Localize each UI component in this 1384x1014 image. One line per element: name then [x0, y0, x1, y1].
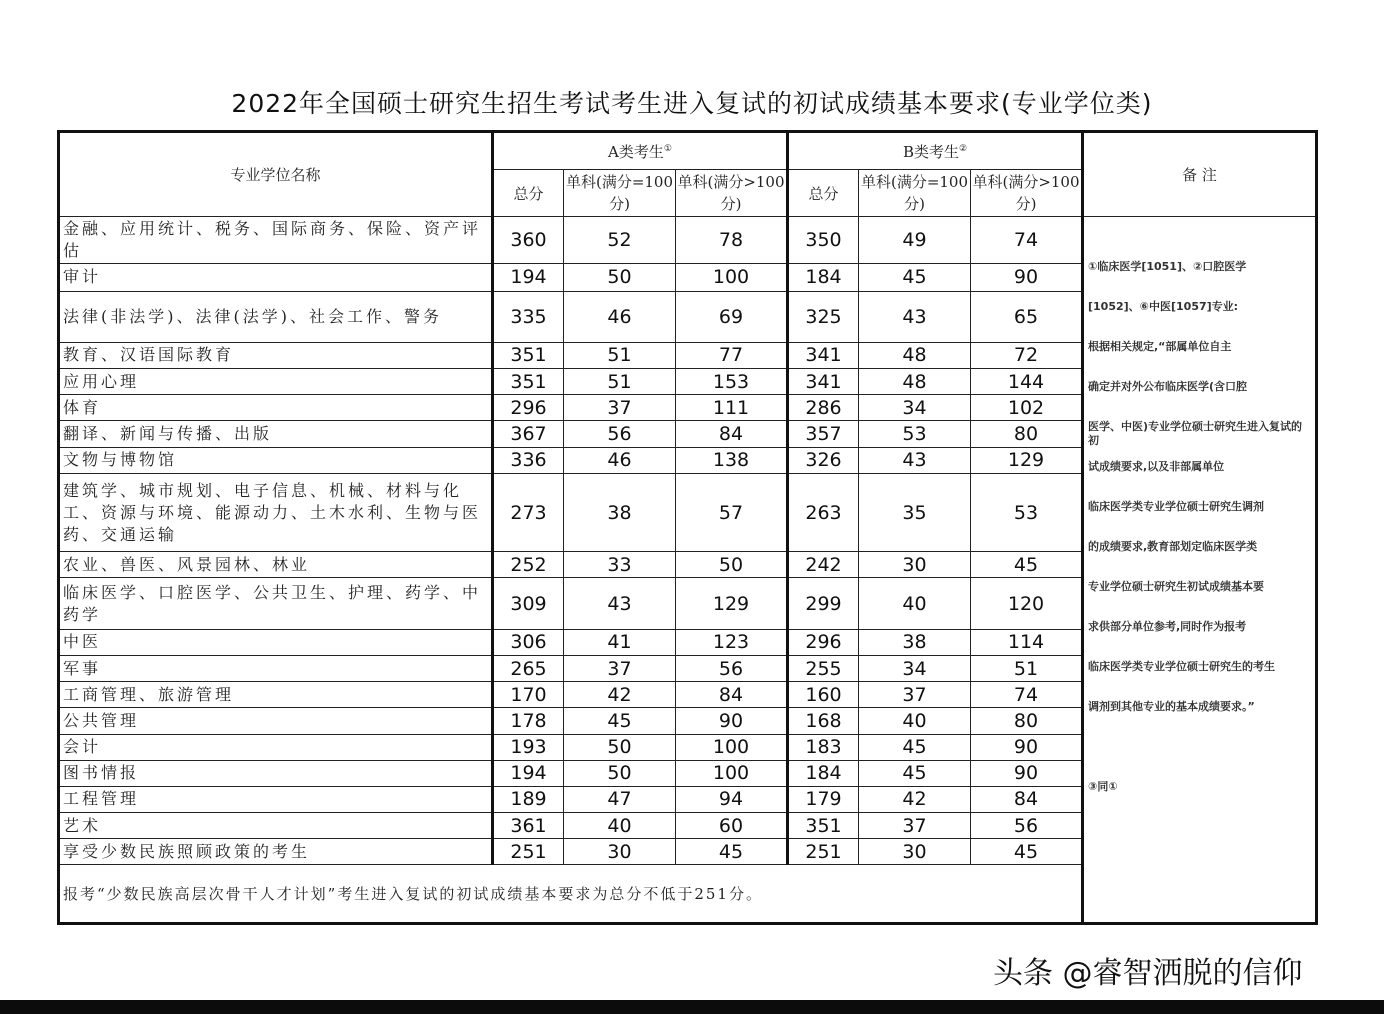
major-name: 教育、汉语国际教育 [59, 342, 493, 368]
b-total: 160 [788, 682, 859, 708]
major-name: 公共管理 [59, 708, 493, 734]
major-name: 审计 [59, 264, 493, 291]
remark-line: 临床医学类专业学位硕士研究生调剂 [1088, 500, 1264, 513]
a-singleover100: 138 [676, 447, 788, 473]
header-b-single100: 单科(满分=100分) [859, 170, 971, 217]
b-single100: 49 [859, 217, 971, 264]
a-single100: 40 [564, 813, 676, 839]
b-total: 351 [788, 813, 859, 839]
b-single100: 37 [859, 682, 971, 708]
b-total: 184 [788, 760, 859, 786]
major-name: 文物与博物馆 [59, 447, 493, 473]
a-single100: 52 [564, 217, 676, 264]
a-single100: 37 [564, 395, 676, 421]
a-singleover100: 94 [676, 786, 788, 812]
a-total: 335 [493, 291, 564, 342]
b-single100: 45 [859, 760, 971, 786]
b-single100: 43 [859, 291, 971, 342]
b-total: 179 [788, 786, 859, 812]
b-total: 296 [788, 629, 859, 655]
b-single100: 42 [859, 786, 971, 812]
remark-line: 的成绩要求,教育部划定临床医学类 [1088, 540, 1258, 553]
b-single100: 37 [859, 813, 971, 839]
remark-line: 试成绩要求,以及非部属单位 [1088, 460, 1225, 473]
header-group-a: A类考生① [493, 132, 788, 170]
a-singleover100: 111 [676, 395, 788, 421]
b-single100: 45 [859, 264, 971, 291]
b-singleover100: 80 [971, 708, 1083, 734]
a-single100: 30 [564, 839, 676, 865]
major-name: 工程管理 [59, 786, 493, 812]
table-row [59, 217, 1317, 264]
b-single100: 30 [859, 839, 971, 865]
a-singleover100: 123 [676, 629, 788, 655]
b-singleover100: 80 [971, 421, 1083, 447]
a-singleover100: 153 [676, 369, 788, 395]
a-singleover100: 60 [676, 813, 788, 839]
major-name: 工商管理、旅游管理 [59, 682, 493, 708]
b-single100: 40 [859, 578, 971, 629]
a-singleover100: 45 [676, 839, 788, 865]
a-single100: 56 [564, 421, 676, 447]
header-a-single100: 单科(满分=100分) [564, 170, 676, 217]
a-single100: 46 [564, 447, 676, 473]
a-total: 265 [493, 655, 564, 681]
major-name: 体育 [59, 395, 493, 421]
b-singleover100: 90 [971, 760, 1083, 786]
a-total: 367 [493, 421, 564, 447]
b-single100: 48 [859, 369, 971, 395]
header-major: 专业学位名称 [59, 132, 493, 217]
b-singleover100: 114 [971, 629, 1083, 655]
a-singleover100: 56 [676, 655, 788, 681]
a-total: 251 [493, 839, 564, 865]
score-table [57, 130, 1318, 925]
b-single100: 30 [859, 552, 971, 578]
major-name: 应用心理 [59, 369, 493, 395]
a-total: 273 [493, 473, 564, 552]
a-single100: 50 [564, 734, 676, 760]
b-singleover100: 56 [971, 813, 1083, 839]
b-singleover100: 74 [971, 217, 1083, 264]
b-singleover100: 74 [971, 682, 1083, 708]
a-total: 351 [493, 342, 564, 368]
a-singleover100: 77 [676, 342, 788, 368]
b-singleover100: 45 [971, 552, 1083, 578]
b-single100: 38 [859, 629, 971, 655]
b-total: 263 [788, 473, 859, 552]
b-total: 242 [788, 552, 859, 578]
a-total: 296 [493, 395, 564, 421]
bottom-bar [0, 1000, 1384, 1014]
b-total: 325 [788, 291, 859, 342]
a-single100: 46 [564, 291, 676, 342]
major-name: 翻译、新闻与传播、出版 [59, 421, 493, 447]
b-singleover100: 84 [971, 786, 1083, 812]
major-name: 中医 [59, 629, 493, 655]
a-total: 194 [493, 264, 564, 291]
remark-line: 临床医学类专业学位硕士研究生的考生 [1088, 660, 1275, 673]
a-total: 309 [493, 578, 564, 629]
b-single100: 48 [859, 342, 971, 368]
header-group-b-label: B类考生 [902, 142, 959, 161]
b-singleover100: 120 [971, 578, 1083, 629]
a-single100: 42 [564, 682, 676, 708]
b-singleover100: 144 [971, 369, 1083, 395]
b-singleover100: 53 [971, 473, 1083, 552]
remark-line: 确定并对外公布临床医学(含口腔 [1088, 380, 1248, 393]
b-single100: 53 [859, 421, 971, 447]
header-group-b: B类考生② [788, 132, 1083, 170]
header-remarks: 备 注 [1083, 132, 1317, 217]
a-total: 336 [493, 447, 564, 473]
b-singleover100: 51 [971, 655, 1083, 681]
a-total: 170 [493, 682, 564, 708]
a-single100: 50 [564, 760, 676, 786]
remark-line: 医学、中医)专业学位硕士研究生进入复试的初 [1088, 420, 1303, 447]
header-group-a-label: A类考生 [608, 142, 664, 161]
watermark: 头条 @睿智洒脱的信仰 [993, 956, 1303, 991]
major-name: 法律(非法学)、法律(法学)、社会工作、警务 [59, 291, 493, 342]
a-total: 193 [493, 734, 564, 760]
b-total: 251 [788, 839, 859, 865]
header-a-total: 总分 [493, 170, 564, 217]
remark-line: [1052]、⑥中医[1057]专业: [1088, 300, 1239, 313]
a-total: 306 [493, 629, 564, 655]
b-total: 299 [788, 578, 859, 629]
b-singleover100: 102 [971, 395, 1083, 421]
remark-line: ③同① [1088, 780, 1118, 793]
a-singleover100: 57 [676, 473, 788, 552]
b-total: 326 [788, 447, 859, 473]
a-singleover100: 129 [676, 578, 788, 629]
remark-line: 求供部分单位参考,同时作为报考 [1088, 620, 1247, 633]
b-singleover100: 90 [971, 264, 1083, 291]
a-singleover100: 50 [676, 552, 788, 578]
remark-line: 专业学位硕士研究生初试成绩基本要 [1088, 580, 1264, 593]
a-singleover100: 78 [676, 217, 788, 264]
b-total: 255 [788, 655, 859, 681]
b-singleover100: 129 [971, 447, 1083, 473]
a-singleover100: 100 [676, 760, 788, 786]
b-total: 286 [788, 395, 859, 421]
a-single100: 38 [564, 473, 676, 552]
a-total: 351 [493, 369, 564, 395]
b-single100: 34 [859, 395, 971, 421]
a-singleover100: 100 [676, 734, 788, 760]
page-title: 2022年全国硕士研究生招生考试考生进入复试的初试成绩基本要求(专业学位类) [231, 89, 1153, 118]
major-name: 会计 [59, 734, 493, 760]
remark-line: 根据相关规定,“部属单位自主 [1088, 340, 1232, 353]
b-single100: 43 [859, 447, 971, 473]
b-total: 357 [788, 421, 859, 447]
a-total: 189 [493, 786, 564, 812]
remark-line: 调剂到其他专业的基本成绩要求。” [1088, 700, 1255, 713]
a-single100: 41 [564, 629, 676, 655]
a-single100: 43 [564, 578, 676, 629]
a-singleover100: 69 [676, 291, 788, 342]
remark-line: ①临床医学[1051]、②口腔医学 [1088, 260, 1247, 273]
a-total: 360 [493, 217, 564, 264]
major-name: 图书情报 [59, 760, 493, 786]
b-total: 350 [788, 217, 859, 264]
a-single100: 33 [564, 552, 676, 578]
major-name: 农业、兽医、风景园林、林业 [59, 552, 493, 578]
b-total: 341 [788, 369, 859, 395]
major-name: 临床医学、口腔医学、公共卫生、护理、药学、中药学 [59, 578, 493, 629]
a-total: 252 [493, 552, 564, 578]
a-total: 194 [493, 760, 564, 786]
major-name: 建筑学、城市规划、电子信息、机械、材料与化工、资源与环境、能源动力、土木水利、生物与医药、交通运输 [59, 473, 493, 552]
b-total: 183 [788, 734, 859, 760]
b-singleover100: 45 [971, 839, 1083, 865]
b-total: 168 [788, 708, 859, 734]
b-single100: 40 [859, 708, 971, 734]
a-single100: 45 [564, 708, 676, 734]
b-single100: 45 [859, 734, 971, 760]
a-singleover100: 90 [676, 708, 788, 734]
header-a-singleover100: 单科(满分>100分) [676, 170, 788, 217]
a-singleover100: 84 [676, 682, 788, 708]
a-singleover100: 84 [676, 421, 788, 447]
b-single100: 35 [859, 473, 971, 552]
b-single100: 34 [859, 655, 971, 681]
b-total: 341 [788, 342, 859, 368]
a-singleover100: 100 [676, 264, 788, 291]
remarks-cell [1083, 217, 1317, 924]
b-singleover100: 72 [971, 342, 1083, 368]
a-single100: 50 [564, 264, 676, 291]
footnote: 报考“少数民族高层次骨干人才计划”考生进入复试的初试成绩基本要求为总分不低于251分。 [59, 865, 1083, 924]
major-name: 金融、应用统计、税务、国际商务、保险、资产评估 [59, 217, 493, 264]
a-single100: 51 [564, 369, 676, 395]
major-name: 军事 [59, 655, 493, 681]
b-singleover100: 90 [971, 734, 1083, 760]
major-name: 享受少数民族照顾政策的考生 [59, 839, 493, 865]
a-total: 178 [493, 708, 564, 734]
major-name: 艺术 [59, 813, 493, 839]
a-single100: 47 [564, 786, 676, 812]
b-total: 184 [788, 264, 859, 291]
header-b-singleover100: 单科(满分>100分) [971, 170, 1083, 217]
b-singleover100: 65 [971, 291, 1083, 342]
a-single100: 37 [564, 655, 676, 681]
header-b-total: 总分 [788, 170, 859, 217]
a-total: 361 [493, 813, 564, 839]
a-single100: 51 [564, 342, 676, 368]
